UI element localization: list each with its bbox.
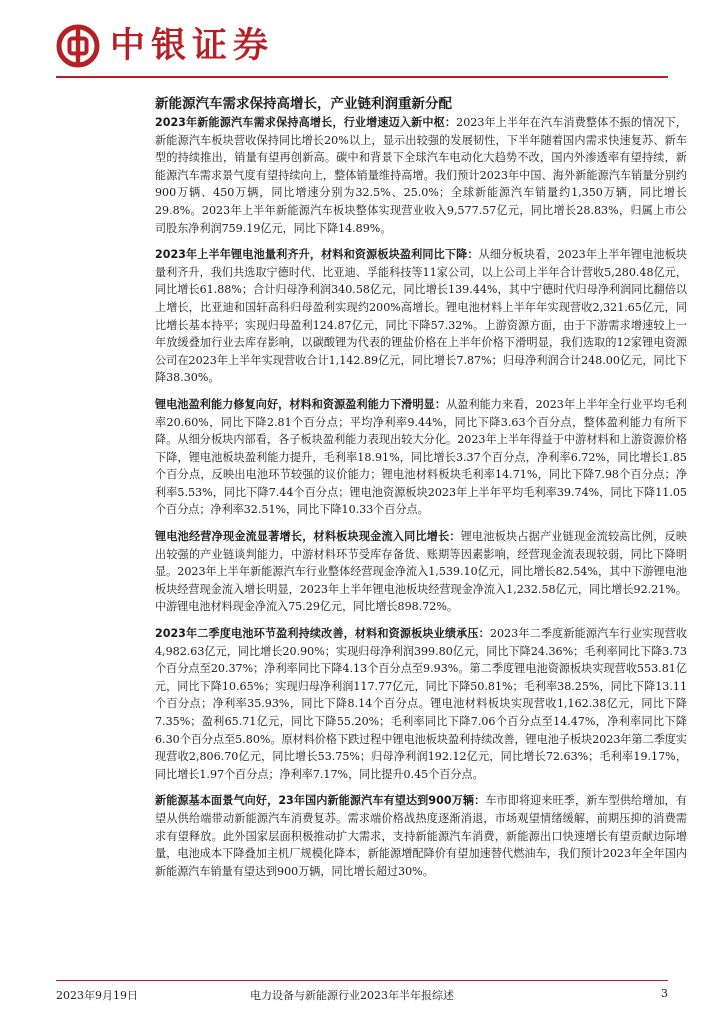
paragraph-lead: 2023年新能源汽车需求保持高增长，行业增速迈入新中枢： xyxy=(155,116,457,129)
footer-report-title: 电力设备与新能源行业2023年半年报综述 xyxy=(250,989,454,1002)
paragraph-text: 从细分板块看，2023年上半年锂电池板块量利齐升，我们共选取宁德时代、比亚迪、孚能科技等11家公司，以上公司上半年合计营收5,280.48亿元，同比增长61.88%；合计归母净利润340.58亿元，同比增长139.44%，其中宁德时代归母净利润同比翻倍以上增长，比亚迪和国轩高科归母盈利实现约200%高增长。锂电池材料上半年年实现营收2,321.65亿元，同比增长基本持平；实现归母盈利124.87亿元，同比下降57.32%。上游资源方面，由于下游需求增速较上一年放缓叠加行业去库存影响，以碳酸锂为代表的锂盐价格在上半年价格下滑明显，我们选取的12家锂电资源公司在2023年上半年实现营收合计1,142.89亿元，同比增长7.87%；归母净利润合计248.00亿元，同比下降38.30%。 xyxy=(155,248,687,385)
paragraph-lead: 锂电池盈利能力修复向好，材料和资源盈利能力下滑明显： xyxy=(155,397,447,411)
paragraph-2 xyxy=(155,246,687,387)
brand-logo xyxy=(56,24,274,68)
paragraph-text: 锂电池板块占据产业链现金流较高比例，反映出较强的产业链谈判能力，中游材料环节受库存备货、账期等因素影响，经营现金流表现较弱，同比下降明显。2023年上半年新能源汽车行业整体经营现金净流入1,539.10亿元，同比增长82.54%，其中下游锂电池板块经营现金流入增长明显，2023年上半年锂电池板块经营现金净流入1,232.58亿元，同比增长92.21%。中游锂电池材料现金净流入75.29亿元，同比增长898.72%。 xyxy=(155,530,687,614)
paragraph-text: 车市即将迎来旺季，新车型供给增加，有望从供给端带动新能源汽车消费复苏。需求端价格战热度逐渐消退，市场观望情绪缓解，前期压抑的消费需求有望释放。此外国家层面积极推动扩大需求，支持新能源汽车消费，新能源出口快速增长有望贡献边际增量，电池成本下降叠加主机厂规模化降本，新能源增配降价有望加速替代燃油车，我们预计2023年全年国内新能源汽车销量有望达到900万辆，同比增长超过30%。 xyxy=(155,794,687,878)
paragraph-lead: 2023年上半年锂电池量利齐升，材料和资源板块盈利同比下降： xyxy=(155,248,479,262)
report-footer xyxy=(56,980,668,1009)
paragraph-1 xyxy=(155,114,687,237)
footer-date: 2023年9月19日 xyxy=(56,989,138,1002)
page-number: 3 xyxy=(661,987,668,1000)
paragraph-text: 2023年上半年在汽车消费整体不振的情况下，新能源汽车板块营收保持同比增长20%以上，显示出较强的发展韧性，下半年随着国内需求快速复苏、新车型的持续推出，销量有望再创新高。碳中和背景下全球汽车电动化大趋势不改，国内外渗透率有望持续，新能源汽车需求景气度有望持续向上，整体销量维持高增。我们预计2023年中国、海外新能源汽车销量分别约900万辆、450万辆，同比增速分别为32.5%、25.0%；全球新能源汽车销量约1,350万辆，同比增长29.8%。2023年上半年新能源汽车板块整体实现营业收入9,577.57亿元，同比增长28.83%，归属上市公司股东净利润759.19亿元，同比下降14.89%。 xyxy=(155,116,687,235)
paragraph-lead: 2023年二季度电池环节盈利持续改善，材料和资源板块业绩承压： xyxy=(155,627,490,641)
paragraph-5 xyxy=(155,625,687,783)
report-body xyxy=(155,114,687,889)
paragraph-text: 从盈利能力来看，2023年上半年全行业平均毛利率20.60%，同比下降2.81个百分点；平均净利率9.44%，同比下降3.63个百分点，整体盈利能力有所下降。从细分板块内部看，各子板块盈利能力表现出较大分化。2023年上半年得益于中游材料和上游资源价格下降，锂电池板块盈利能力提升，毛利率18.91%，同比增长3.37个百分点，净利率6.72%，同比增长1.85个百分点，反映出电池环节较强的议价能力；锂电池材料板块毛利率14.71%，同比下降7.98个百分点；净利率5.53%，同比下降7.44个百分点；锂电池资源板块2023年上半年平均毛利率39.74%，同比下降11.05个百分点；净利率32.51%，同比下降10.33个百分点。 xyxy=(155,397,687,517)
bank-of-china-logo-icon xyxy=(56,24,100,68)
brand-name: 中银证券 xyxy=(110,26,275,66)
report-header xyxy=(56,22,668,78)
paragraph-6 xyxy=(155,792,687,880)
section-title: 新能源汽车需求保持高增长，产业链利润重新分配 xyxy=(155,96,452,112)
paragraph-text: 2023年二季度新能源汽车行业实现营收4,982.63亿元，同比增长20.90%；实现归母净利润399.80亿元，同比下降24.36%；毛利率同比下降3.73个百分点至20.37%；净利率同比下降4.13个百分点至9.93%。第二季度锂电池资源板块实现营收553.81亿元，同比下降10.65%；实现归母净利润117.77亿元，同比下降50.81%；毛利率38.25%，同比下降13.11个百分点；净利率35.93%，同比下降8.14个百分点。锂电池材料板块实现营收1,162.38亿元，同比下降7.35%；盈利65.71亿元，同比下降55.20%；毛利率同比下降7.06个百分点至14.47%，净利率同比下降6.30个百分点至5.80%。原材料价格下跌过程中锂电池板块盈利持续改善，锂电池子板块2023年第二季度实现营收2,806.70亿元，同比增长53.75%；归母净利润192.12亿元，同比增长72.63%；毛利率19.17%，同比增长1.97个百分点；净利率7.17%，同比提升0.45个百分点。 xyxy=(155,627,687,781)
paragraph-lead: 锂电池经营净现金流显著增长，材料板块现金流入同比增长： xyxy=(155,530,461,544)
paragraph-3 xyxy=(155,396,687,519)
paragraph-4 xyxy=(155,528,687,616)
paragraph-lead: 新能源基本面景气向好，23年国内新能源汽车有望达到900万辆： xyxy=(155,794,486,808)
